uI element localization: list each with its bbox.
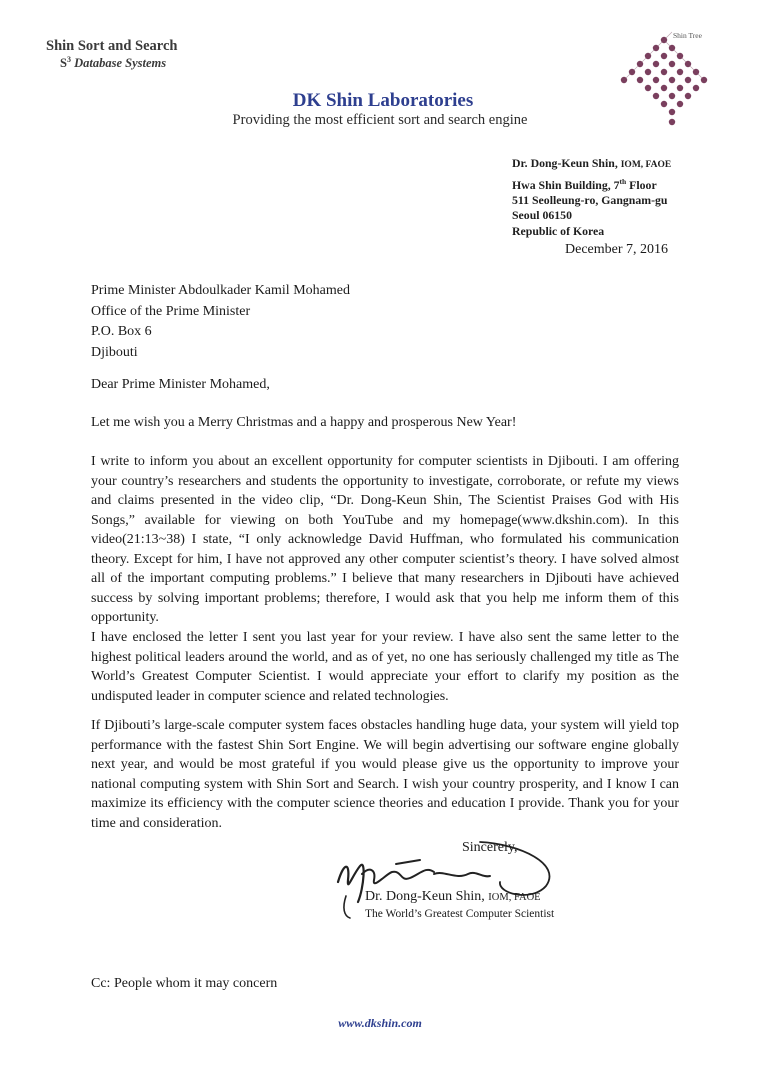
address-building-line: Hwa Shin Building, 7th Floor	[512, 176, 657, 192]
signer-title: The World’s Greatest Computer Scientist	[365, 908, 555, 920]
logo-dot	[637, 61, 643, 67]
logo-dot	[693, 69, 699, 75]
salutation: Dear Prime Minister Mohamed,	[91, 377, 270, 392]
body-paragraph-1: I write to inform you about an excellent opportunity for computer scientists in Djibouti. I am offering your country’s researchers and students the opportunity to investigate, corroborate, or refute my views and claims presented in the video clip, “Dr. Dong-Keun Shin, The Scientist Praises God with His Songs,” available for viewing on both YouTube and my homepage(www.dkshin.com). In this video(21:13~38) I state, “I only acknowledge David Huffman, who formulated his communication theory. Except for him, I have not approved any other computer scientist’s theory. I have solved almost all of the important computing problems.” I believe that many researchers in Djibouti have achieved success by solving important problems; therefore, I would ask that you help me inform them of this opportunity.	[91, 454, 679, 625]
recipient-address	[91, 281, 350, 363]
logo-dot	[669, 77, 675, 83]
address-country-line: Republic of Korea	[512, 223, 605, 238]
recipient-po-box: P.O. Box 6	[91, 324, 152, 339]
body-paragraph-2: I have enclosed the letter I sent you last year for your review. I have also sent the same letter to the highest political leaders around the world, and as of yet, no one has seriously challenged my title as The World’s Greatest Computer Scientist. I would appreciate your effort to clarify my position as the undisputed leader in computer science and related technologies.	[91, 630, 679, 704]
logo-dot	[685, 77, 691, 83]
sender-address	[512, 156, 671, 239]
logo-dot	[677, 53, 683, 59]
address-city-line: Seoul 06150	[512, 208, 572, 223]
logo-dot	[677, 69, 683, 75]
logo-dot	[629, 69, 635, 75]
logo-dot	[621, 77, 627, 83]
website-link[interactable]: www.dkshin.com	[338, 1016, 422, 1030]
logo-dot	[669, 45, 675, 51]
recipient-office: Office of the Prime Minister	[91, 303, 251, 319]
logo-label: Shin Tree	[673, 31, 702, 40]
address-name-line: Dr. Dong-Keun Shin, IOM, FAOE	[512, 156, 672, 170]
logo-dot	[685, 61, 691, 67]
logo-dot	[661, 53, 667, 59]
valediction: Sincerely,	[462, 840, 518, 855]
body-paragraph-3: If Djibouti’s large-scale computer system faces obstacles handling huge data, your system will yield top performance with the fastest Shin Sort Engine. We will begin advertising our software engine globally next year, and would be most grateful if you would please give us the opportunity to improve your national computing system with Shin Sort and Search. I wish your country prosperity, and I know I can maximize its efficiency with the computer science theories and education I provide. Thank you for your time and consideration.	[91, 718, 679, 831]
address-street-line: 511 Seolleung-ro, Gangnam-gu	[512, 192, 668, 207]
logo-dot	[653, 61, 659, 67]
brand-name: Shin Sort and Search	[46, 38, 178, 54]
lab-name: DK Shin Laboratories	[292, 90, 474, 111]
logo-dot	[701, 77, 707, 83]
cc-line: Cc: People whom it may concern	[91, 976, 278, 991]
brand-subtitle	[60, 55, 166, 71]
logo-dot	[669, 61, 675, 67]
holiday-wishes: Let me wish you a Merry Christmas and a happy and prosperous New Year!	[91, 415, 517, 430]
recipient-country: Djibouti	[91, 344, 138, 360]
letter-date: December 7, 2016	[565, 242, 669, 257]
logo-dot	[661, 69, 667, 75]
brand-division: Database Systems	[74, 56, 167, 71]
signer-name: Dr. Dong-Keun Shin, IOM, FAOE	[365, 889, 541, 904]
lab-tagline: Providing the most efficient sort and search engine	[232, 112, 528, 128]
recipient-name: Prime Minister Abdoulkader Kamil Mohamed	[91, 283, 350, 298]
logo-dot	[645, 69, 651, 75]
brand-prefix: S	[60, 56, 67, 71]
logo-dot	[637, 77, 643, 83]
logo-dot	[653, 45, 659, 51]
logo-dot	[661, 37, 667, 43]
logo-dot	[653, 77, 659, 83]
logo-dot	[645, 53, 651, 59]
brand-superscript: 3	[66, 55, 71, 64]
